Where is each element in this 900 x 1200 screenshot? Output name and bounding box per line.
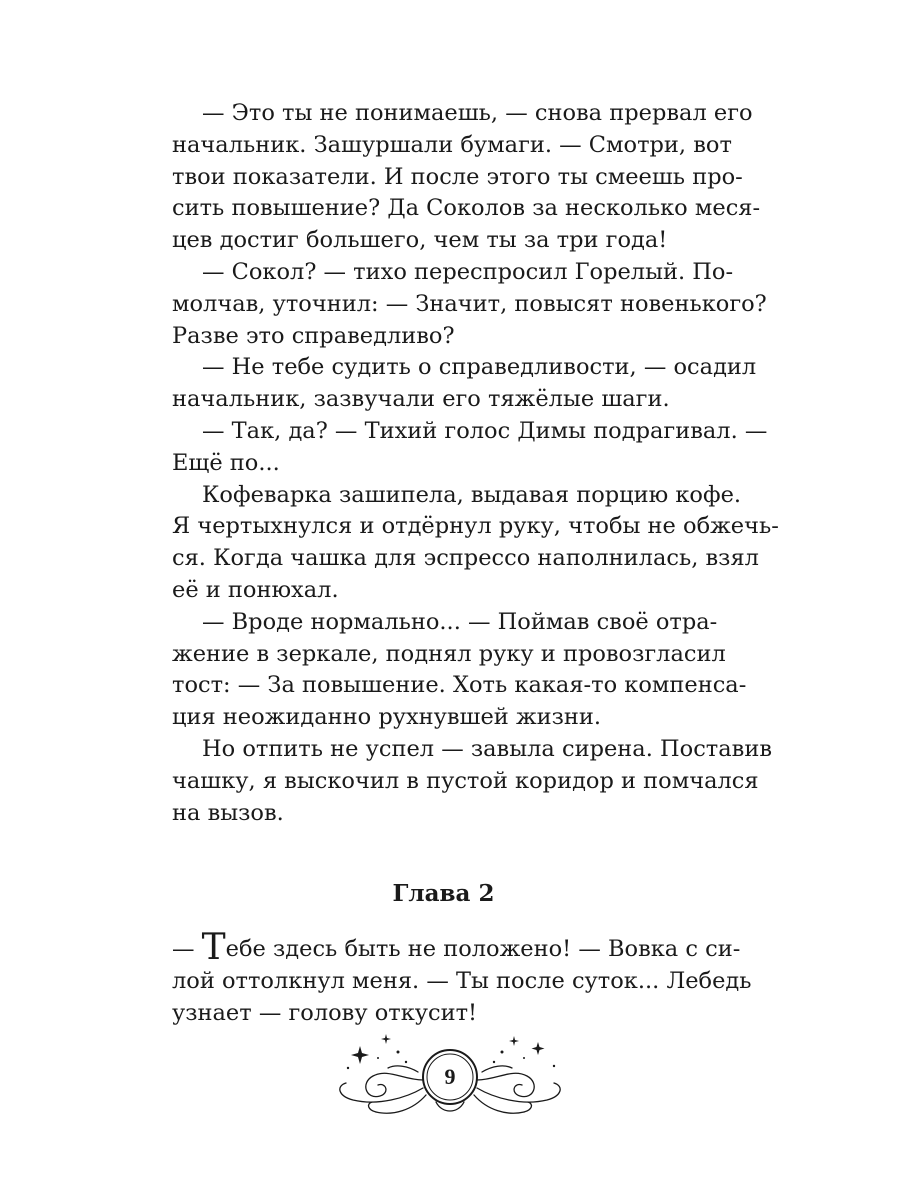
body-text: [172, 98, 779, 829]
body-text-line: цев достиг большего, чем ты за три года!: [172, 227, 668, 254]
chapter-text-line: узнает — голову откусит!: [172, 999, 478, 1026]
body-text-line: Но отпить не успел — завыла сирена. Поставив: [202, 735, 772, 762]
body-text-line: сить повышение? Да Соколов за несколько меся-: [172, 195, 761, 222]
body-text-line: Кофеварка зашипела, выдавая порцию кофе.: [202, 481, 742, 508]
chapter-title: Глава 2: [392, 880, 495, 907]
page-footer: [318, 1028, 582, 1128]
body-text-line: Разве это справедливо?: [172, 322, 455, 349]
body-text-line: — Так, да? — Тихий голос Димы подрагивал. —: [202, 417, 768, 444]
first-line-rest: ебе здесь быть не положено! — Вовка с си-: [225, 936, 741, 962]
body-text-line: на вызов.: [172, 799, 284, 826]
body-text-line: — Не тебе судить о справедливости, — осадил: [202, 354, 757, 381]
body-text-line: — Вроде нормально... — Поймав своё отра-: [202, 608, 718, 635]
body-text-line: — Сокол? — тихо переспросил Горелый. По-: [202, 258, 734, 285]
body-text-line: её и понюхал.: [172, 576, 339, 603]
drop-cap-letter: Т: [201, 927, 226, 968]
chapter-first-line: [172, 927, 741, 968]
body-text-line: молчав, уточнил: — Значит, повысят новенького?: [172, 290, 767, 317]
body-text-line: твои показатели. И после этого ты смеешь про-: [172, 163, 743, 190]
body-text-line: тост: — За повышение. Хоть какая-то компенса-: [172, 672, 747, 699]
dash: —: [172, 936, 202, 962]
body-text-line: ся. Когда чашка для эспрессо наполнилась, взял: [172, 545, 759, 572]
body-text-line: Ещё по...: [172, 449, 280, 476]
body-text-line: начальник, зазвучали его тяжёлые шаги.: [172, 386, 670, 413]
body-text-line: начальник. Зашуршали бумаги. — Смотри, вот: [172, 131, 732, 158]
chapter-text-line: лой оттолкнул меня. — Ты после суток... Лебедь: [172, 967, 752, 994]
body-text-line: ция неожиданно рухнувшей жизни.: [172, 704, 602, 731]
body-text-line: Я чертыхнулся и отдёрнул руку, чтобы не обжечь-: [172, 513, 779, 540]
chapter-opening-text: [172, 927, 752, 1029]
body-text-line: жение в зеркале, поднял руку и провозгласил: [172, 640, 726, 667]
page-number: 9: [444, 1064, 456, 1089]
body-text-line: — Это ты не понимаешь, — снова прервал его: [202, 100, 753, 126]
body-text-line: чашку, я выскочил в пустой коридор и помчался: [172, 767, 759, 794]
